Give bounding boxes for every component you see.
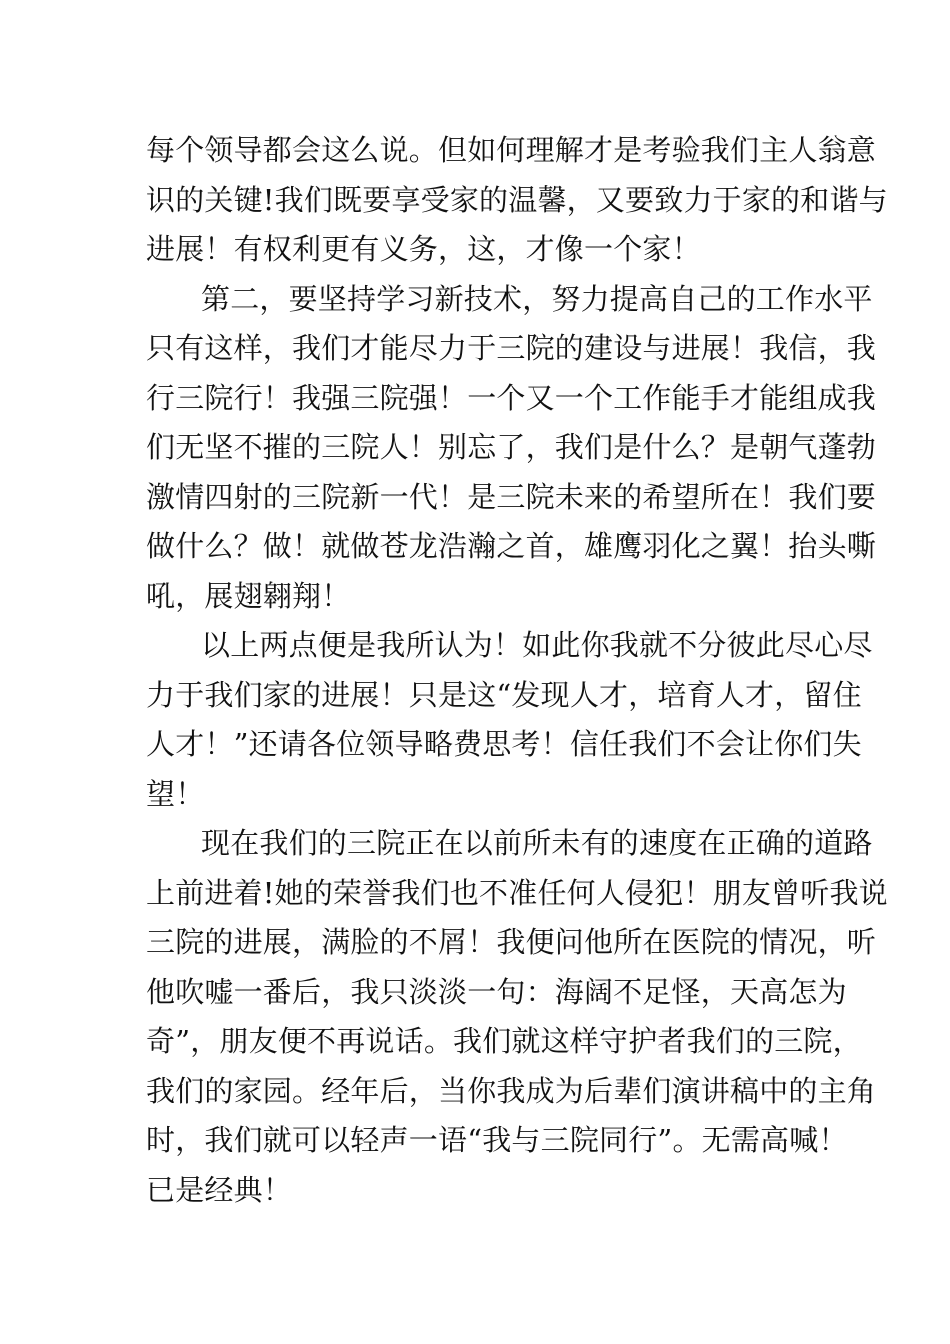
text-line: 们无坚不摧的三院人！别忘了，我们是什么？是朝气蓬勃 [146, 430, 877, 464]
text-line: 力于我们家的进展！只是这“发现人才，培育人才，留住 [146, 677, 862, 712]
text-line: 识的关键!我们既要享受家的温馨，又要致力于家的和谐与 [146, 182, 888, 217]
text-line: 激情四射的三院新一代！是三院未来的希望所在！我们要 [146, 479, 877, 514]
text-line: 他吹嘘一番后，我只淡淡一句：海阔不足怪，天高怎为 [146, 974, 847, 1009]
text-line: 望！ [146, 776, 205, 811]
text-line: 吼，展翅翱翔！ [146, 578, 351, 613]
text-line: 每个领导都会这么说。但如何理解才是考验我们主人翁意 [146, 133, 877, 167]
text-line: 三院的进展，满脸的不屑！我便问他所在医院的情况，听 [146, 925, 877, 959]
paragraph-start-line: 第二，要坚持学习新技术，努力提高自己的工作水平 [201, 281, 873, 316]
text-line: 奇”，朋友便不再说话。我们就这样守护者我们的三院， [146, 1024, 862, 1058]
text-line: 行三院行！我强三院强！一个又一个工作能手才能组成我 [146, 380, 877, 415]
document-body [146, 126, 888, 1215]
text-line: 进展！有权利更有义务，这，才像一个家！ [146, 232, 701, 266]
paragraph-start-line: 以上两点便是我所认为！如此你我就不分彼此尽心尽 [201, 628, 873, 662]
text-line: 已是经典！ [146, 1172, 293, 1207]
text-line: 只有这样，我们才能尽力于三院的建设与进展！我信，我 [146, 331, 877, 365]
text-line: 做什么？做！就做苍龙浩瀚之首，雄鹰羽化之翼！抬头嘶 [146, 529, 877, 563]
text-line: 我们的家园。经年后，当你我成为后辈们演讲稿中的主角 [146, 1073, 877, 1108]
paragraph-start-line: 现在我们的三院正在以前所未有的速度在正确的道路 [201, 826, 873, 860]
text-line: 时，我们就可以轻声一语“我与三院同行”。无需高喊！ [146, 1123, 848, 1157]
text-line: 上前进着!她的荣誉我们也不准任何人侵犯！朋友曾听我说 [146, 875, 888, 910]
text-line: 人才！”还请各位领导略费思考！信任我们不会让你们失 [146, 727, 862, 761]
